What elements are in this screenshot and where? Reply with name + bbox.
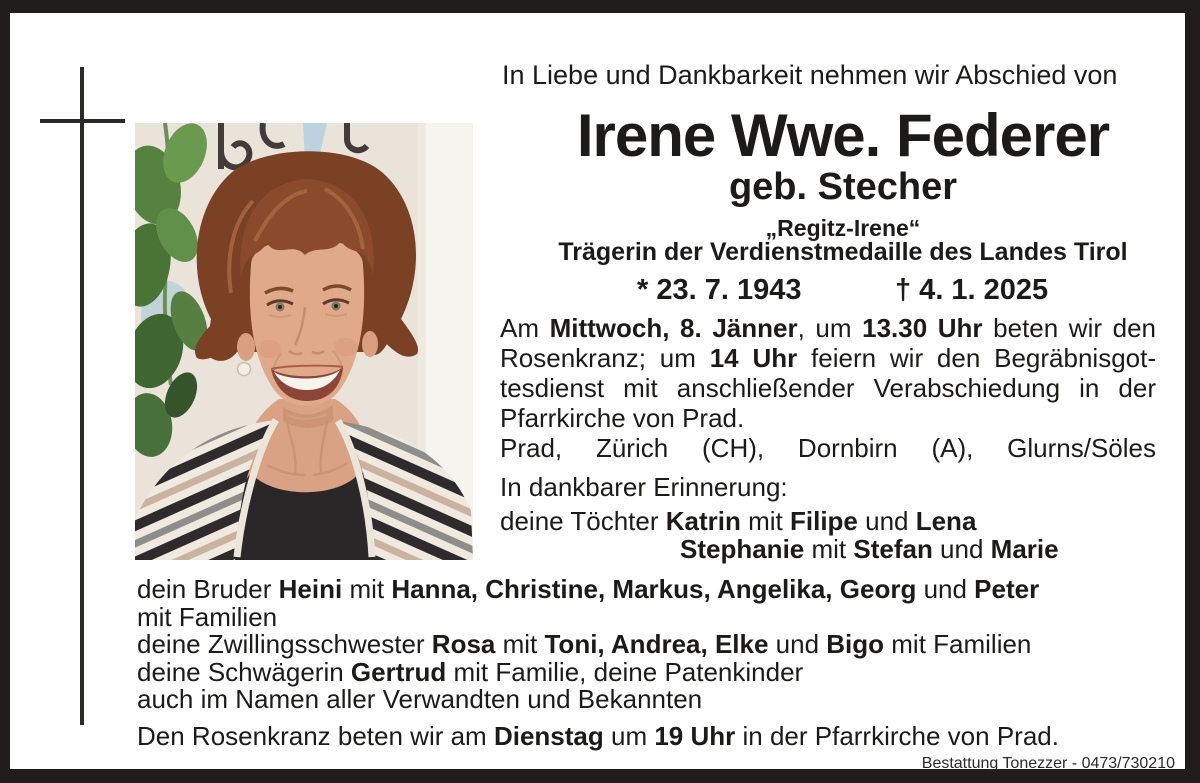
cross-horizontal-bar [40, 119, 125, 123]
intro-line: In Liebe und Dankbarkeit nehmen wir Abschied von [502, 60, 1118, 90]
family-line: auch im Namen aller Verwandten und Bekannten [137, 684, 703, 714]
family-line: deine Zwillingsschwester Rosa mit Toni, Andrea, Elke und Bigo mit Familien [137, 629, 1032, 659]
honor-line: Trägerin der Verdienstmedaille des Landes Tirol [558, 238, 1128, 266]
funeral-home-credit: Bestattung Tonezzer - 0473/730210 [921, 755, 1175, 772]
memorial-card [10, 13, 1185, 772]
family-block [137, 576, 1157, 714]
death-date: † 4. 1. 2025 [895, 274, 1049, 306]
places-line: Prad, Zürich (CH), Dornbirn (A), Glurns/Söles [500, 433, 1156, 463]
pearl-earring [238, 363, 251, 376]
dates-row [500, 274, 1186, 308]
daughters-line-1: deine Töchter Katrin mit Filipe und Lena [500, 506, 977, 536]
family-line: deine Schwägerin Gertrud mit Familie, deine Patenkinder [137, 656, 804, 687]
cross-vertical-bar [80, 67, 84, 725]
family-line: dein Bruder Heini mit Hanna, Christine, Markus, Angelika, Georg und Peter [137, 574, 1040, 604]
maiden-name: geb. Stecher [728, 166, 958, 208]
announcement-line: tesdienst mit anschließender Verabschiedung in der [500, 373, 1156, 403]
daughters-block [500, 508, 1170, 563]
announcement-line: Rosenkranz; um 14 Uhr feiern wir den Begräbnisgot- [500, 343, 1157, 373]
announcement-line: Pfarrkirche von Prad. [500, 403, 745, 433]
rosary-line: Den Rosenkranz beten wir am Dienstag um 19 Uhr in der Pfarrkirche von Prad. [137, 721, 1059, 751]
family-line: mit Familien [137, 601, 278, 632]
portrait-photo [135, 123, 473, 560]
deceased-name: Irene Wwe. Federer [576, 102, 1110, 169]
nickname-line: „Regitz-Irene“ [765, 215, 921, 241]
daughters-line-2: Stephanie mit Stefan und Marie [680, 533, 1059, 564]
announcement-line: Am Mittwoch, 8. Jänner, um 13.30 Uhr beten wir den [500, 313, 1156, 343]
remembrance-title: In dankbarer Erinnerung: [500, 472, 788, 502]
birth-date: * 23. 7. 1943 [637, 274, 802, 306]
announcement-paragraph [500, 313, 1156, 433]
